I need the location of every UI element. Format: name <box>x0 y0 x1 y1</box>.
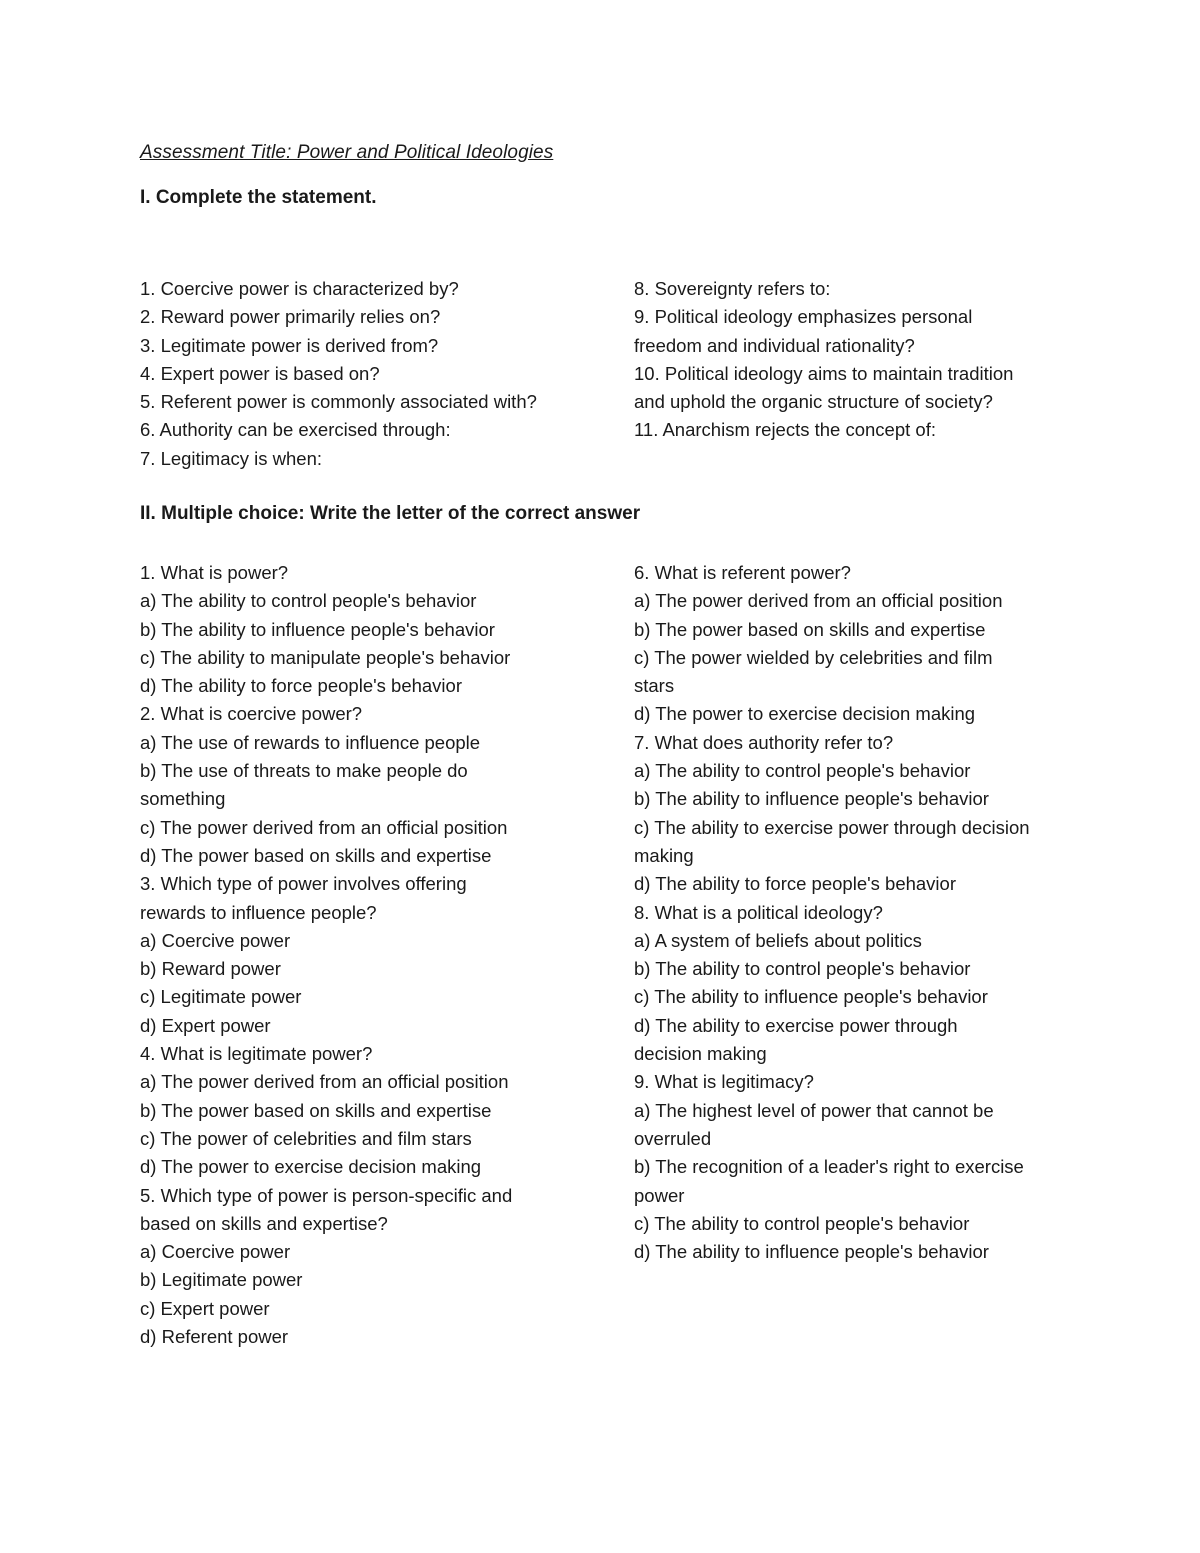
text-line: and uphold the organic structure of society? <box>634 391 993 413</box>
section-1-heading: I. Complete the statement. <box>140 187 377 208</box>
text-line: 7. Legitimacy is when: <box>140 447 323 469</box>
text-line: freedom and individual rationality? <box>634 334 915 356</box>
text-line: 6. What is referent power? <box>634 562 851 583</box>
text-line: 1. Coercive power is characterized by? <box>140 278 459 299</box>
text-line: c) Legitimate power <box>140 986 302 1008</box>
text-line: a) The highest level of power that cannot be <box>634 1099 994 1121</box>
text-line: power <box>634 1184 685 1206</box>
text-line: d) The ability to influence people's behavior <box>634 1241 989 1263</box>
document-title: Assessment Title: Power and Political Ideologies <box>140 142 554 163</box>
text-line: b) The ability to control people's behavior <box>634 958 971 980</box>
text-line: 4. What is legitimate power? <box>140 1043 373 1065</box>
text-line: a) Coercive power <box>140 929 291 951</box>
text-line: a) The ability to control people's behavior <box>634 760 971 782</box>
text-line: b) Reward power <box>140 958 281 980</box>
text-line: a) The ability to control people's behavior <box>140 590 477 612</box>
text-line: c) The power of celebrities and film stars <box>140 1127 472 1149</box>
text-line: 5. Which type of power is person-specific and <box>140 1184 513 1206</box>
text-line: a) The power derived from an official position <box>634 590 1003 612</box>
text-line: 11. Anarchism rejects the concept of: <box>634 419 936 441</box>
section-2-left-column <box>140 559 610 1351</box>
text-line: 2. What is coercive power? <box>140 703 363 725</box>
text-line: 8. What is a political ideology? <box>634 901 883 923</box>
text-line: a) A system of beliefs about politics <box>634 929 922 951</box>
text-line: c) The power wielded by celebrities and film <box>634 646 993 668</box>
text-line: b) The power based on skills and expertise <box>140 1099 492 1121</box>
text-line: b) The power based on skills and expertise <box>634 618 986 640</box>
text-line: b) The ability to influence people's behavior <box>140 618 495 640</box>
text-line: d) Referent power <box>140 1326 289 1348</box>
text-line: 10. Political ideology aims to maintain tradition <box>634 362 1014 384</box>
text-line: c) The ability to control people's behavior <box>634 1212 970 1234</box>
text-line: overruled <box>634 1127 712 1149</box>
text-line: b) The use of threats to make people do <box>140 760 468 782</box>
text-line: 8. Sovereignty refers to: <box>634 278 831 299</box>
text-line: 4. Expert power is based on? <box>140 362 380 384</box>
text-line: a) Coercive power <box>140 1241 291 1263</box>
text-line: 7. What does authority refer to? <box>634 731 894 753</box>
text-line: a) The use of rewards to influence people <box>140 731 481 753</box>
section-2-right-column <box>634 559 1074 1266</box>
text-line: rewards to influence people? <box>140 901 377 923</box>
text-line: b) Legitimate power <box>140 1269 303 1291</box>
text-line: d) Expert power <box>140 1014 271 1036</box>
text-line: c) The ability to manipulate people's behavior <box>140 646 511 668</box>
text-line: d) The power to exercise decision making <box>634 703 976 725</box>
text-line: stars <box>634 675 675 697</box>
text-line: c) The ability to exercise power through decision <box>634 816 1030 838</box>
text-line: 5. Referent power is commonly associated with? <box>140 391 537 413</box>
section-2-heading: II. Multiple choice: Write the letter of the correct answer <box>140 503 641 524</box>
text-line: something <box>140 788 226 810</box>
text-line: decision making <box>634 1043 767 1065</box>
section-1-left-column <box>140 275 610 473</box>
text-line: d) The power based on skills and expertise <box>140 844 492 866</box>
text-line: 1. What is power? <box>140 562 289 583</box>
section-1-right-column <box>634 275 1074 445</box>
text-line: 2. Reward power primarily relies on? <box>140 306 441 328</box>
text-line: d) The ability to force people's behavior <box>140 675 462 697</box>
text-line: c) The power derived from an official position <box>140 816 508 838</box>
text-line: d) The ability to force people's behavior <box>634 873 956 895</box>
text-line: 6. Authority can be exercised through: <box>140 419 451 441</box>
text-line: d) The ability to exercise power through <box>634 1014 958 1036</box>
text-line: c) Expert power <box>140 1297 270 1319</box>
text-line: c) The ability to influence people's behavior <box>634 986 988 1008</box>
text-line: 9. Political ideology emphasizes personal <box>634 306 973 328</box>
text-line: based on skills and expertise? <box>140 1212 388 1234</box>
text-line: d) The power to exercise decision making <box>140 1156 482 1178</box>
text-line: 3. Legitimate power is derived from? <box>140 334 439 356</box>
text-line: b) The ability to influence people's behavior <box>634 788 989 810</box>
text-line: 3. Which type of power involves offering <box>140 873 467 895</box>
text-line: making <box>634 844 694 866</box>
text-line: a) The power derived from an official position <box>140 1071 509 1093</box>
text-line: b) The recognition of a leader's right to exercise <box>634 1156 1024 1178</box>
text-line: 9. What is legitimacy? <box>634 1071 814 1093</box>
